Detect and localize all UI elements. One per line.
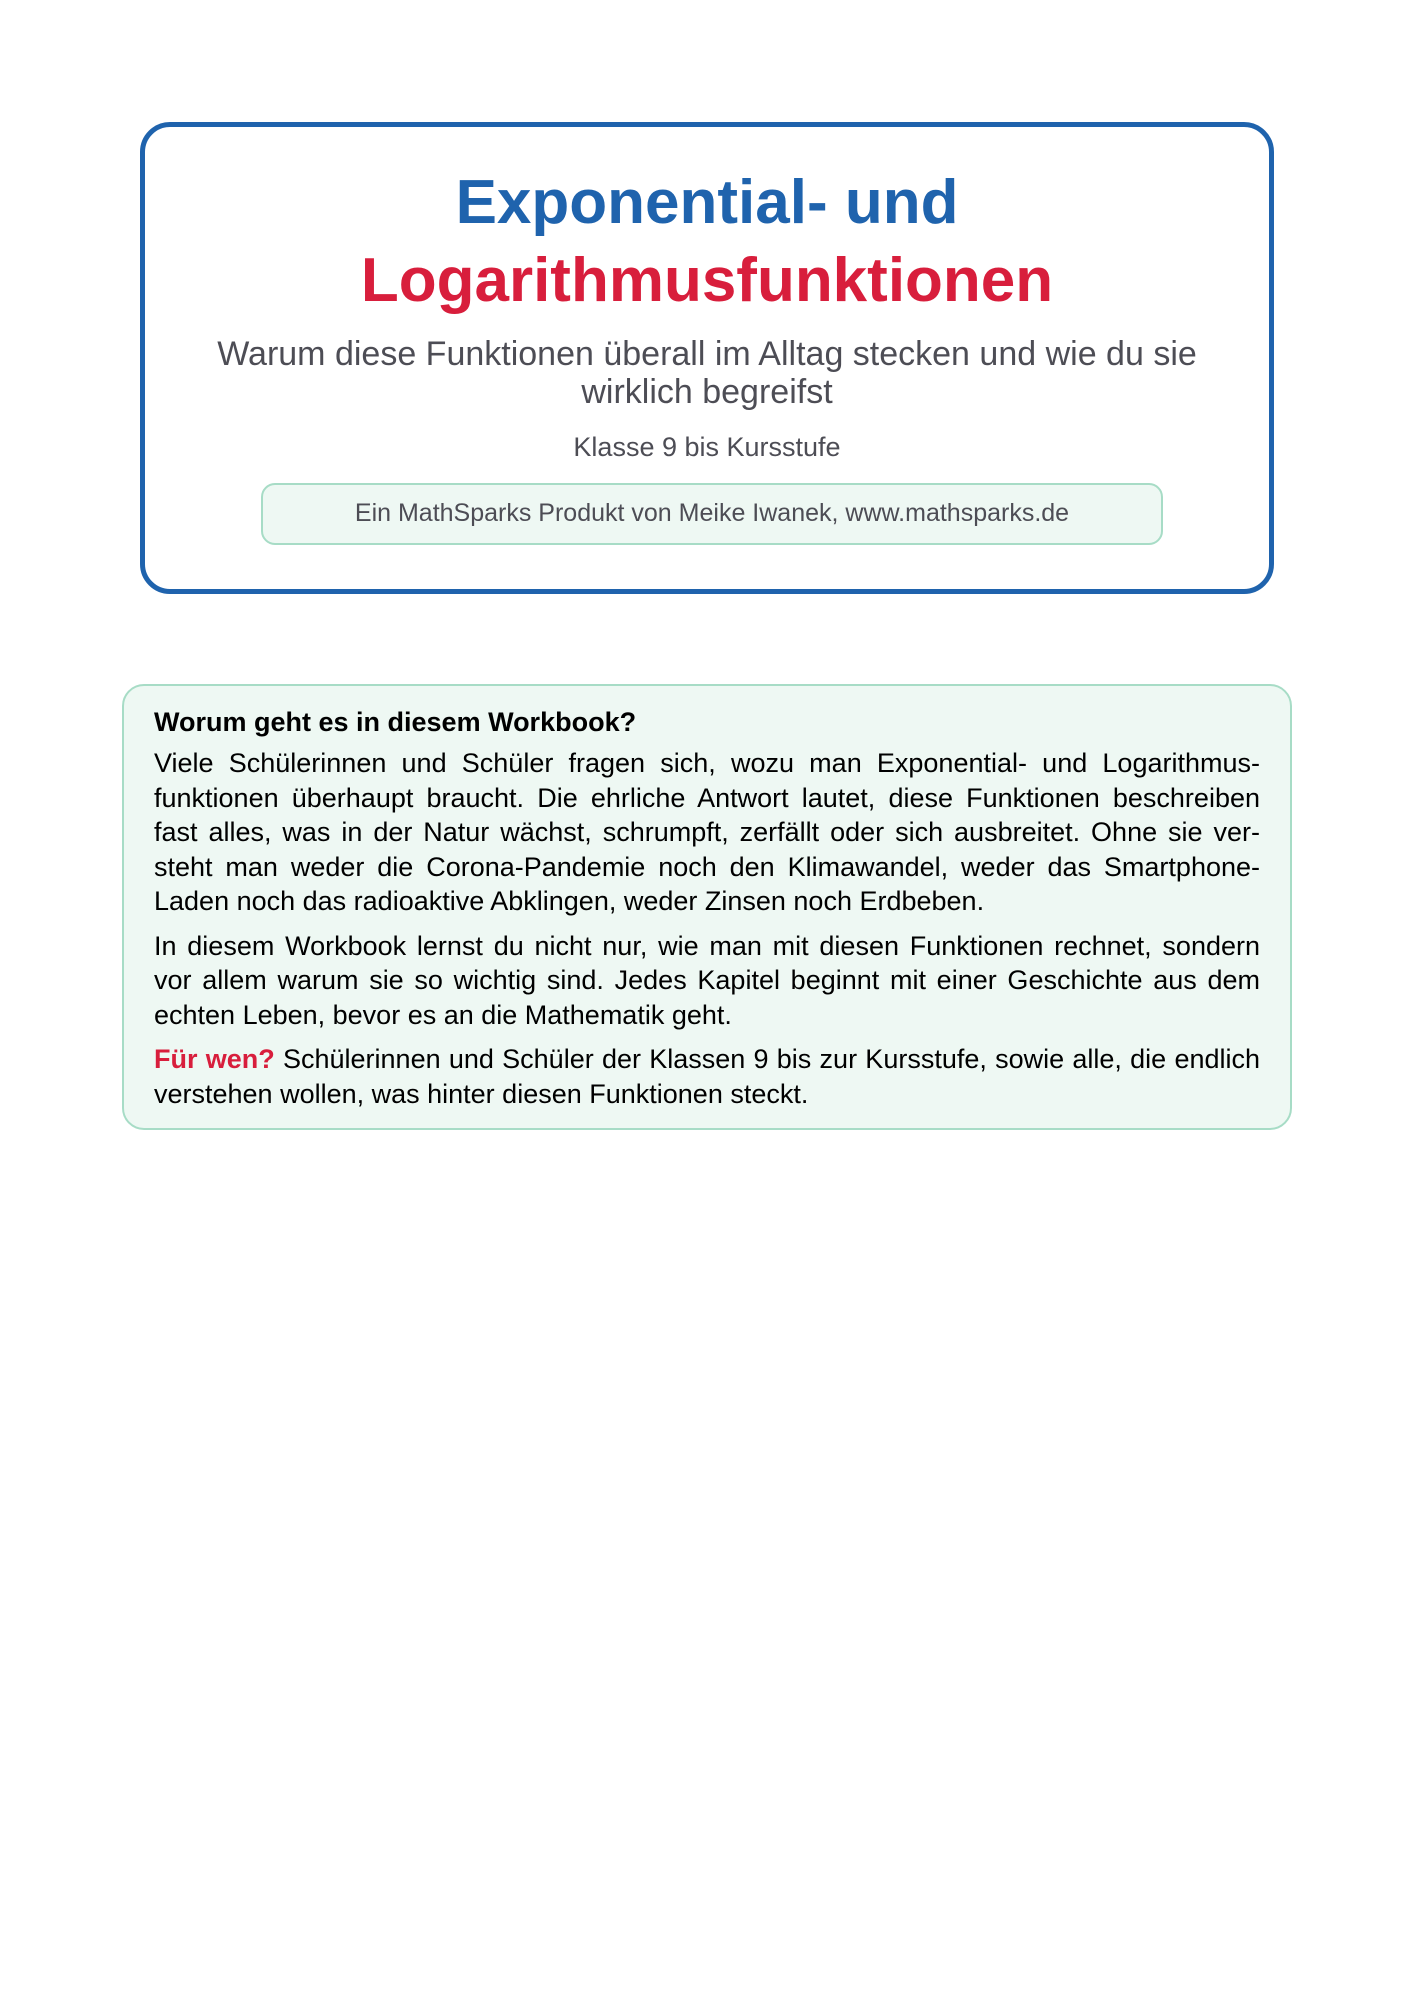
product-note: Ein MathSparks Produkt von Meike Iwanek, www.mathsparks.de	[261, 483, 1163, 545]
for-whom-text: Schülerinnen und Schüler der Klassen 9 bis zur Kursstufe, sowie alle, die endlich verstehen wollen, was hinter diesen Funktionen steckt.	[154, 1044, 1261, 1109]
for-whom-paragraph	[154, 1042, 1260, 1111]
info-paragraph-2: In diesem Workbook lernst du nicht nur, wie man mit diesen Funktionen rechnet, sondern vor allem warum sie so wichtig sind. Jedes Kapitel beginnt mit einer Geschichte aus dem echten Leben, bevor es an die Mathematik geht.	[154, 930, 1260, 1030]
subtitle: Warum diese Funktionen überall im Alltag stecken und wie du sie wirklich begreifst	[217, 335, 1197, 411]
title-line-1: Exponential- und	[455, 168, 959, 237]
grade-level: Klasse 9 bis Kursstufe	[573, 432, 841, 462]
title-box	[140, 122, 1274, 594]
info-box	[122, 684, 1292, 1130]
title-line-2: Logarithmusfunktionen	[360, 246, 1054, 315]
for-whom-label: Für wen?	[154, 1044, 275, 1074]
info-paragraph-1: Viele Schülerinnen und Schüler fragen sich, wozu man Exponential- und Logarithmusfunktionen überhaupt braucht. Die ehrliche Antwort lautet, diese Funktionen beschreiben fast alles, was in der Natur wächst, schrumpft, zerfällt oder sich ausbreitet. Ohne sie versteht man weder die Corona-Pandemie noch den Klimawandel, weder das Smartphone-Laden noch das radioaktive Abklingen, weder Zinsen noch Erdbeben.	[154, 748, 1260, 916]
info-heading: Worum geht es in diesem Workbook?	[154, 707, 637, 737]
